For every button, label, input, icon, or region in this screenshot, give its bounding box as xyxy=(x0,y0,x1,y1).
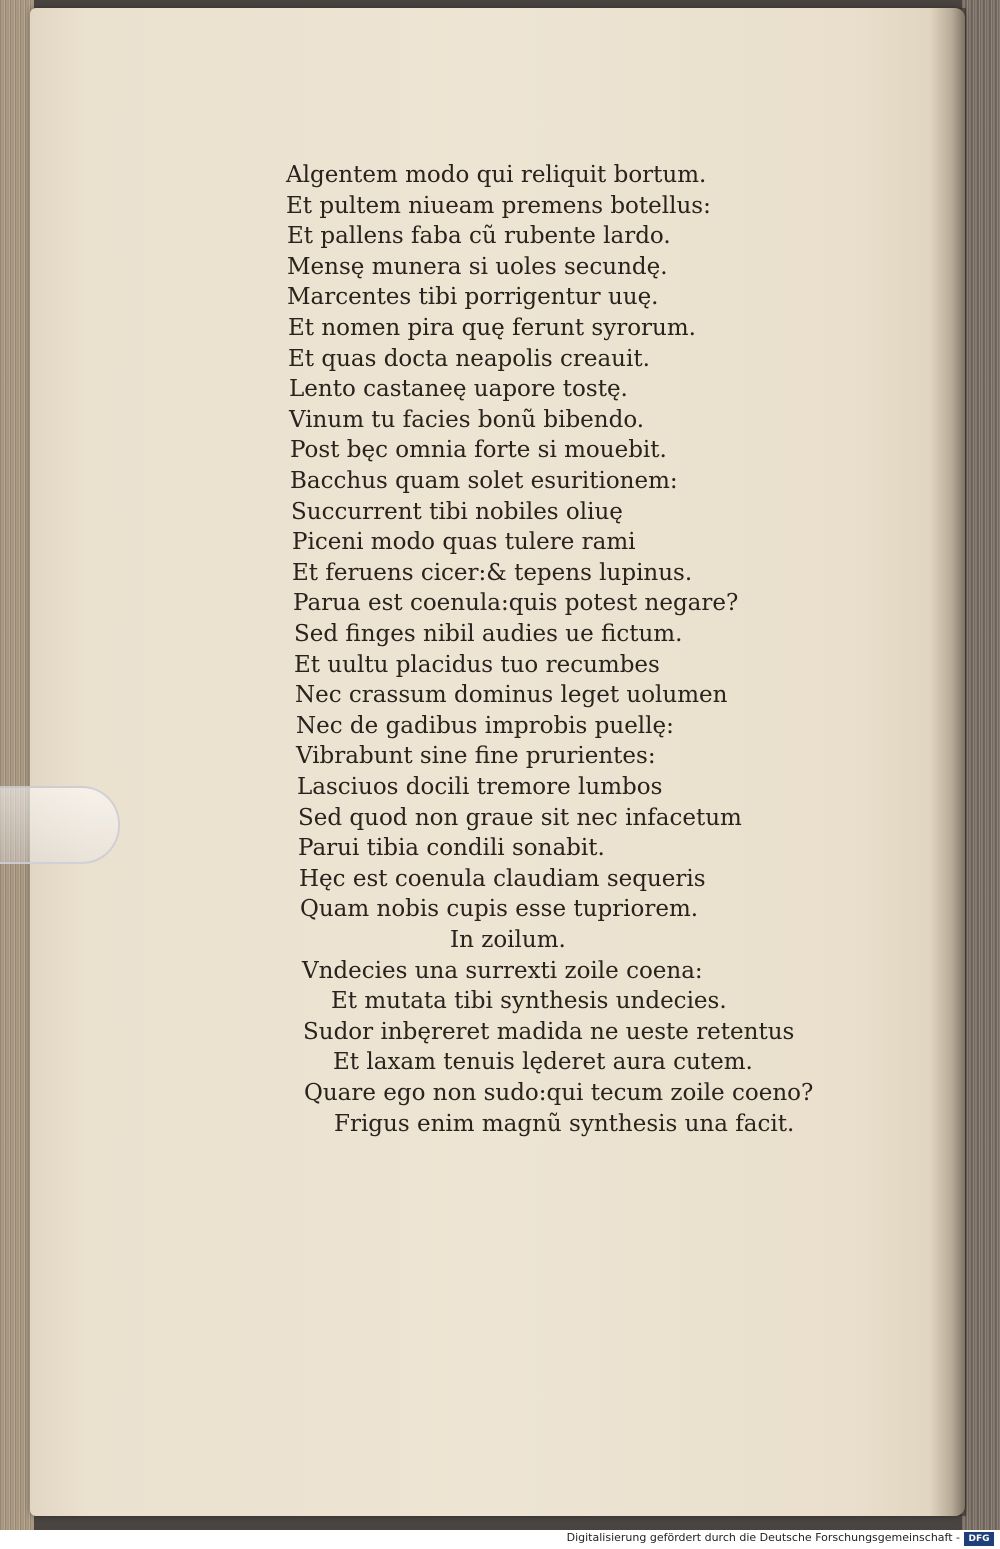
section-heading: In zoilum. xyxy=(450,927,566,953)
epigram-line: Quare ego non sudo:qui tecum zoile coeno? xyxy=(304,1080,814,1106)
epigram-line: Vndecies una surrexti zoile coena: xyxy=(302,957,703,984)
right-page-edges xyxy=(962,0,1000,1530)
epigram-line: Et mutata tibi synthesis undecies. xyxy=(331,988,727,1015)
poem-line: Et nomen pira quę ferunt syrorum. xyxy=(288,315,696,341)
poem-line: Lasciuos docili tremore lumbos xyxy=(297,774,663,800)
poem-line: Succurrent tibi nobiles oliuę xyxy=(291,498,623,525)
poem-line: Quam nobis cupis esse tupriorem. xyxy=(300,896,699,923)
poem-line: Parui tibia condili sonabit. xyxy=(298,835,605,862)
poem-line: Marcentes tibi porrigentur uuę. xyxy=(287,284,659,311)
poem-line: Nec de gadibus improbis puellę: xyxy=(296,712,674,739)
poem-line: Vinum tu facies bonũ bibendo. xyxy=(289,406,645,433)
poem-line: Et feruens cicer:& tepens lupinus. xyxy=(292,559,693,586)
gutter-shadow xyxy=(930,8,966,1516)
plastic-page-clip xyxy=(0,786,120,864)
poem-line: Post bęc omnia forte si mouebit. xyxy=(290,437,667,464)
poem-line: Parua est coenula:quis potest negare? xyxy=(293,590,739,617)
poem-line: Et uultu placidus tuo recumbes xyxy=(294,651,660,678)
poem-line: Et pultem niueam premens botellus: xyxy=(286,192,711,219)
poem-line: Algentem modo qui reliquit bortum. xyxy=(286,162,707,188)
poem-line: Mensę munera si uoles secundę. xyxy=(287,253,668,280)
footer-credit: Digitalisierung gefördert durch die Deutsche Forschungsgemeinschaft - xyxy=(566,1531,960,1544)
poem-line: Lento castaneę uapore tostę. xyxy=(289,376,628,403)
poem-line: Bacchus quam solet esuritionem: xyxy=(290,468,678,494)
poem-line: Vibrabunt sine fine prurientes: xyxy=(296,743,656,770)
poem-line: Et pallens faba cũ rubente lardo. xyxy=(287,223,671,250)
poem-line: Sed finges nibil audies ue fictum. xyxy=(294,621,683,647)
left-page-edges xyxy=(0,0,34,1530)
poem-line: Sed quod non graue sit nec infacetum xyxy=(298,804,742,831)
epigram-line: Sudor inbęreret madida ne ueste retentus xyxy=(303,1018,795,1045)
poem-line: Et quas docta neapolis creauit. xyxy=(288,345,650,372)
digitization-footer xyxy=(0,1530,1000,1549)
epigram-line: Frigus enim magnũ synthesis una facit. xyxy=(334,1110,795,1137)
poem-line: Piceni modo quas tulere rami xyxy=(292,529,636,556)
poem-line: Hęc est coenula claudiam sequeris xyxy=(299,865,706,892)
dfg-logo: DFG xyxy=(964,1532,994,1546)
epigram-line: Et laxam tenuis lęderet aura cutem. xyxy=(333,1049,753,1076)
poem-line: Nec crassum dominus leget uolumen xyxy=(295,682,728,709)
